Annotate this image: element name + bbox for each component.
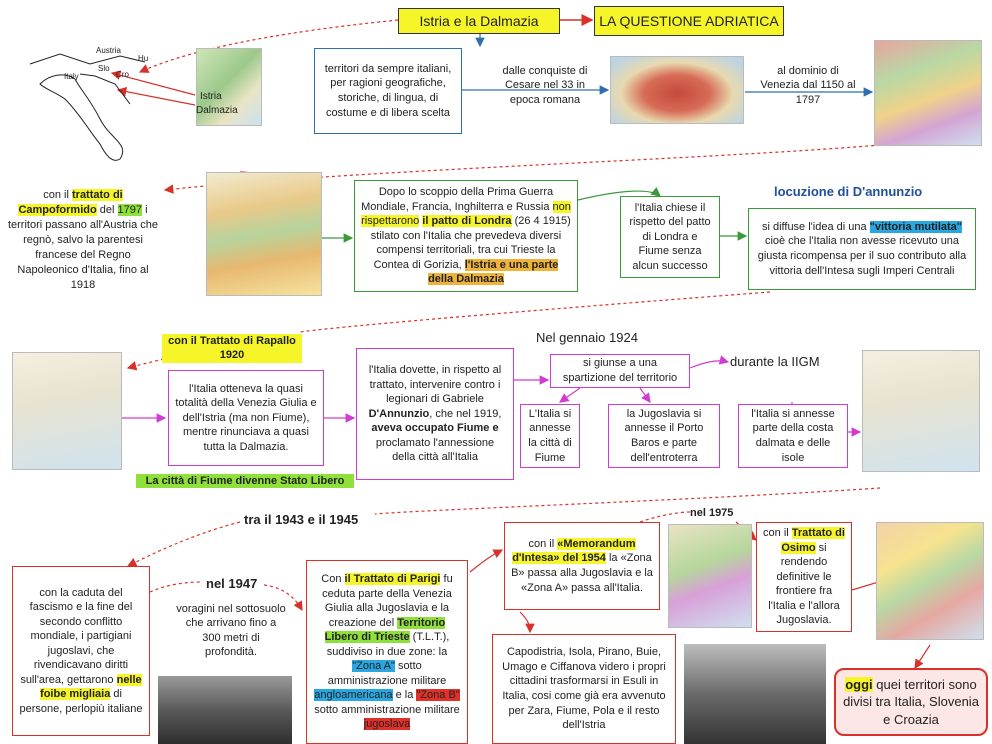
- text-tra-1943-1945: tra il 1943 e il 1945: [244, 512, 359, 527]
- subtitle: LA QUESTIONE ADRIATICA: [599, 13, 779, 29]
- italy-map-1920: [12, 352, 122, 470]
- map1-label-hungary: Hu: [138, 54, 149, 63]
- foibe-photo: [158, 676, 292, 744]
- map1-label-italy: Italy: [64, 72, 79, 81]
- text-nel-1947: nel 1947: [206, 576, 258, 591]
- title-box: [398, 8, 560, 34]
- box-foibe: con la caduta del fascismo e la fine del secondo conflitto mondiale, i partigiani jugoslavi, che rivendicavano diritti sull'area, gettarono nelle foibe migliaia di persone, perlopiù italiane: [12, 566, 150, 736]
- caption-dominio-venezia: al dominio di Venezia dal 1150 al 1797: [760, 65, 856, 106]
- label-istria: Istria: [200, 91, 222, 102]
- text-gennaio-1924: Nel gennaio 1924: [536, 330, 638, 345]
- box-annesse-fiume: L'Italia si annesse la città di Fiume: [520, 404, 580, 468]
- esuli-photo: [684, 644, 826, 744]
- subtitle-box: [594, 6, 784, 36]
- text-durante-iigm: durante la IIGM: [730, 354, 820, 369]
- box-territori-italiani: territori da sempre italiani, per ragioni geografiche, storiche, di lingua, di costume e di libera scelta: [314, 48, 462, 134]
- text-voragini: voragini nel sottosuolo che arrivano fino a 300 metri di profondità.: [176, 603, 286, 658]
- box-trattato-osimo: con il Trattato di Osimo si rendendo definitive le frontiere fra l'Italia e l'allora Jugoslavia.: [756, 522, 852, 632]
- box-memorandum: con il «Memorandum d'Intesa» del 1954 la «Zona B» passa alla Jugoslavia e la «Zona A» passa all'Italia.: [504, 522, 660, 610]
- box-jugoslavia-baros: la Jugoslavia si annesse il Porto Baros e parte dell'entroterra: [608, 404, 720, 468]
- box-italia-chiese: l'Italia chiese il rispetto del patto di Londra e Fiume senza alcun successo: [620, 196, 720, 278]
- locuzione-title: locuzione di D'annunzio: [774, 184, 923, 199]
- italy-outline-icon: [20, 44, 150, 174]
- text-campoformido: con il trattato di Campoformido del 1797 i territori passano all'Austria che regnò, salvo la parentesi francese del Regno Napoleonico d'Italia, fino al 1918: [7, 189, 159, 291]
- map1-label-croatia: Cro: [116, 70, 129, 79]
- box-patto-londra: Dopo lo scoppio della Prima Guerra Mondiale, Francia, Inghilterra e Russia non rispettarono il patto di Londra (26 4 1915) stilato con l'Italia che prevedeva diversi compensi territoriali, tra cui Trieste la Contea di Gorizia, l'Istria e una parte della Dalmazia: [354, 180, 578, 292]
- map1-label-austria: Austria: [96, 46, 121, 55]
- box-vittoria-mutilata: si diffuse l'idea di una "vittoria mutilata" cioè che l'Italia non avesse ricevuto una giusta ricompensa per il suo contributo alla vittoria dell'Intesa sugli Imperi Centrali: [748, 208, 976, 290]
- caption-conquiste-cesare: dalle conquiste di Cesare nel 33 in epoca romana: [502, 65, 588, 106]
- box-costa-dalmata: l'Italia si annesse parte della costa dalmata e delle isole: [738, 404, 848, 468]
- italy-map-iigm: [862, 350, 980, 472]
- trieste-zones-map: [668, 524, 752, 628]
- box-spartizione: si giunse a una spartizione del territorio: [550, 354, 690, 388]
- current-borders-map: [876, 522, 984, 640]
- box-oggi: oggi quei territori sono divisi tra Italia, Slovenia e Croazia: [834, 668, 988, 736]
- title: Istria e la Dalmazia: [419, 13, 539, 29]
- europe-line-map: [20, 44, 150, 174]
- venice-dominion-map: [874, 40, 982, 146]
- box-esuli: Capodistria, Isola, Pirano, Buie, Umago e Ciffanova videro i propri cittadini trasformarsi in Esuli in Italia, cosi come già era avvenuto per Zara, Fiume, Pola e il resto dell'Istria: [492, 634, 676, 744]
- napoleonic-italy-map: [206, 172, 322, 296]
- text-trattato-rapallo: con il Trattato di Rapallo 1920: [162, 334, 302, 363]
- box-trattato-parigi: Con il Trattato di Parigi fu ceduta parte della Venezia Giulia alla Jugoslavia e la creazione del Territorio Libero di Trieste (T.L.T.), suddiviso in due zone: la "Zona A" sotto amministrazione militare angloamericana e la "Zona B" sotto amministrazione militare jugoslava: [306, 560, 468, 744]
- box-dannunzio: l'Italia dovette, in rispetto al trattato, intervenire contro i legionari di Gabriele D'Annunzio, che nel 1919, aveva occupato Fiume e proclamato l'annessione della città all'Italia: [356, 348, 514, 480]
- text-citta-fiume: La città di Fiume divenne Stato Libero: [136, 474, 354, 488]
- roman-empire-map: [610, 56, 744, 124]
- text-nel-1975: nel 1975: [690, 507, 734, 519]
- label-dalmazia: Dalmazia: [196, 105, 238, 116]
- box-italia-otteneva: l'Italia otteneva la quasi totalità della Venezia Giulia e dell'Istria (ma non Fiume), mentre rinunciava a quasi tutta la Dalmazia.: [168, 370, 324, 466]
- map1-label-slovenia: Slo: [98, 64, 110, 73]
